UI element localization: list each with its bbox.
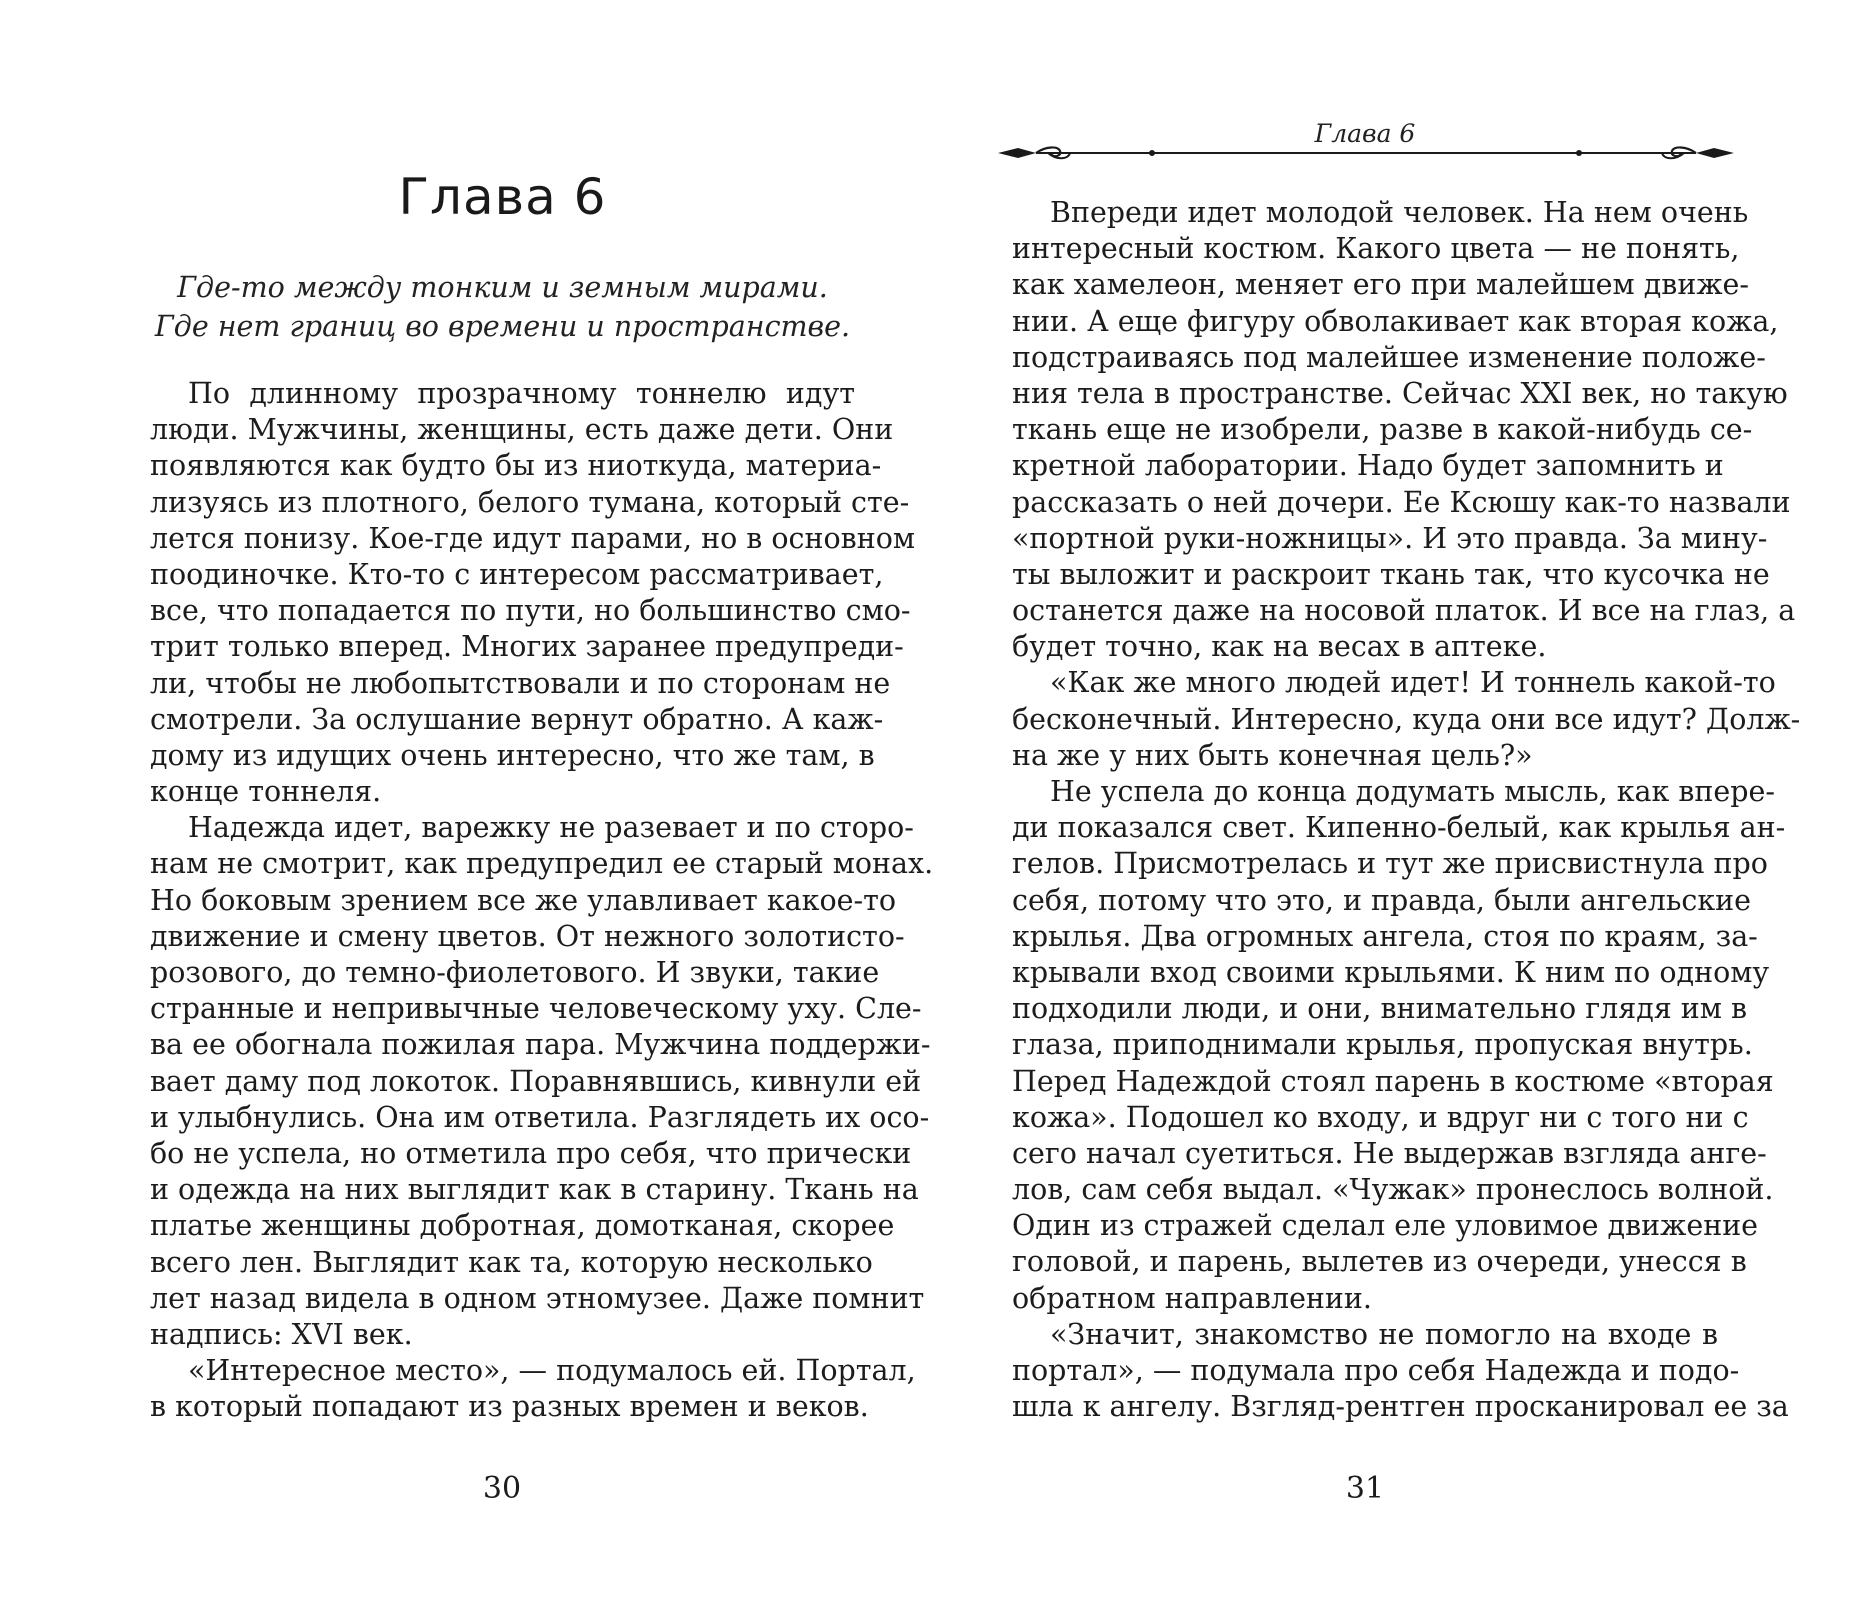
text-line: гелов. Присмотрелась и тут же присвистнула про [1012,847,1768,881]
text-line: ты выложит и раскроит ткань так, что кусочка не [1012,557,1770,591]
text-line: ва ее обогнала пожилая пара. Мужчина поддержи- [150,1028,931,1062]
text-line: Впереди идет молодой человек. На нем очень [1050,196,1749,229]
text-line: бо не успела, но отметила про себя, что прически [150,1136,912,1170]
text-line: «портной руки-ножницы». И это правда. За мину- [1012,521,1768,555]
text-line: странные и непривычные человеческому уху. Сле- [150,992,922,1026]
text-line: на же у них быть конечная цель?» [1012,738,1533,772]
text-line: интересный костюм. Какого цвета — не понять, [1012,232,1740,266]
text-line: в который попадают из разных времен и веков. [150,1390,869,1424]
text-line: лет назад видела в одном этномузее. Даже помнит [150,1281,925,1315]
text-line: вает даму под локоток. Поравнявшись, кивнули ей [150,1064,922,1098]
text-line: Надежда идет, варежку не разевает и по сторо- [188,811,914,845]
text-line: кретной лаборатории. Надо будет запомнить и [1012,449,1724,483]
text-line: сего начал суетиться. Не выдержав взгляда анге- [1012,1136,1767,1170]
text-line: всего лен. Выглядит как та, которую несколько [150,1245,873,1279]
text-line: крылья. Два огромных ангела, стоя по краям, за- [1012,919,1758,953]
text-line: останется даже на носовой платок. И все на глаз, а [1012,594,1796,628]
text-line: бесконечный. Интересно, куда они все идут? Долж- [1012,702,1801,736]
text-line: Не успела до конца додумать мысль, как впере- [1050,775,1776,808]
text-line: трит только вперед. Многих заранее предупреди- [150,630,904,664]
right-body-text [1012,195,1801,1425]
text-line: Один из стражей сделал еле уловимое движение [1012,1209,1759,1243]
text-line: ния тела в пространстве. Сейчас XXI век, но такую [1012,376,1788,410]
text-line: нам не смотрит, как предупредил ее старый монах. [150,847,934,881]
text-line: «Интересное место», — подумалось ей. Портал, [188,1354,916,1388]
text-line: платье женщины добротная, домотканая, скорее [150,1209,895,1243]
text-line: все, что попадается по пути, но большинство смо- [150,594,911,628]
text-line: себя, потому что это, и правда, были ангельские [1012,883,1752,917]
text-line: Перед Надеждой стоял парень в костюме «вторая [1012,1064,1774,1098]
text-line: рассказать о ней дочери. Ее Ксюшу как-то назвали [1012,485,1791,519]
text-line: подстраиваясь под малейшее изменение положе- [1012,340,1766,374]
page-number: 31 [1345,1471,1385,1506]
text-line: подходили люди, и они, внимательно глядя им в [1012,992,1748,1026]
text-line: лизуясь из плотного, белого тумана, который сте- [150,485,910,519]
text-line: шла к ангелу. Взгляд-рентген просканировал ее за [1012,1390,1789,1424]
text-line: дому из идущих очень интересно, что же там, в [150,738,875,772]
text-line: нии. А еще фигуру обволакивает как вторая кожа, [1012,304,1779,338]
epigraph-line: Где-то между тонким и земным мирами. [177,271,828,304]
text-line: как хамелеон, меняет его при малейшем движе- [1012,268,1750,302]
text-line: движение и смену цветов. От нежного золотисто- [150,919,905,953]
epigraph [150,268,855,346]
text-line: поодиночке. Кто-то с интересом рассматривает, [150,557,884,591]
text-line: появляются как будто бы из ниоткуда, материа- [150,449,882,483]
text-line: люди. Мужчины, женщины, есть даже дети. Они [150,413,894,447]
epigraph-line: Где нет границ во времени и пространстве. [154,310,851,343]
text-line: и улыбнулись. Она им ответила. Разглядеть их осо- [150,1100,930,1134]
text-line: лется понизу. Кое-где идут парами, но в основном [150,521,916,555]
text-line: «Как же много людей идет! И тоннель какой-то [1050,666,1776,700]
left-page [150,0,934,1602]
text-line: По длинному прозрачному тоннелю идут [188,377,855,410]
text-line: крывали вход своими крыльями. К ним по одному [1012,955,1770,989]
text-line: будет точно, как на весах в аптеке. [1012,630,1547,664]
text-line: обратном направлении. [1012,1281,1372,1315]
text-line: смотрели. За ослушание вернут обратно. А каж- [150,702,884,736]
text-line: портал», — подумала про себя Надежда и подо- [1012,1354,1740,1387]
text-line: и одежда на них выглядит как в старину. Ткань на [150,1173,919,1207]
page-number: 30 [482,1471,522,1506]
running-header: Глава 6 [1314,119,1416,148]
text-line: ткань еще не изобрели, разве в какой-нибудь се- [1012,413,1753,447]
text-line: ди показался свет. Кипенно-белый, как крылья ан- [1012,811,1786,845]
text-line: кожа». Подошел ко входу, и вдруг ни с того ни с [1012,1100,1749,1134]
text-line: конце тоннеля. [150,775,382,809]
right-page [1012,0,1801,1602]
left-body-text [150,376,934,1425]
text-line: ли, чтобы не любопытствовали и по сторонам не [150,666,891,700]
text-line: Но боковым зрением все же улавливает какое-то [150,883,897,917]
header-ornament-icon [996,138,1736,178]
text-line: розового, до темно-фиолетового. И звуки, такие [150,956,880,989]
text-line: «Значит, знакомство не помогло на входе в [1050,1317,1718,1351]
text-line: головой, и парень, вылетев из очереди, унесся в [1012,1245,1747,1279]
text-line: лов, сам себя выдал. «Чужак» пронеслось волной. [1012,1173,1774,1207]
chapter-title: Глава 6 [398,168,607,226]
text-line: глаза, приподнимали крылья, пропуская внутрь. [1012,1028,1753,1062]
text-line: надпись: XVI век. [150,1317,413,1351]
